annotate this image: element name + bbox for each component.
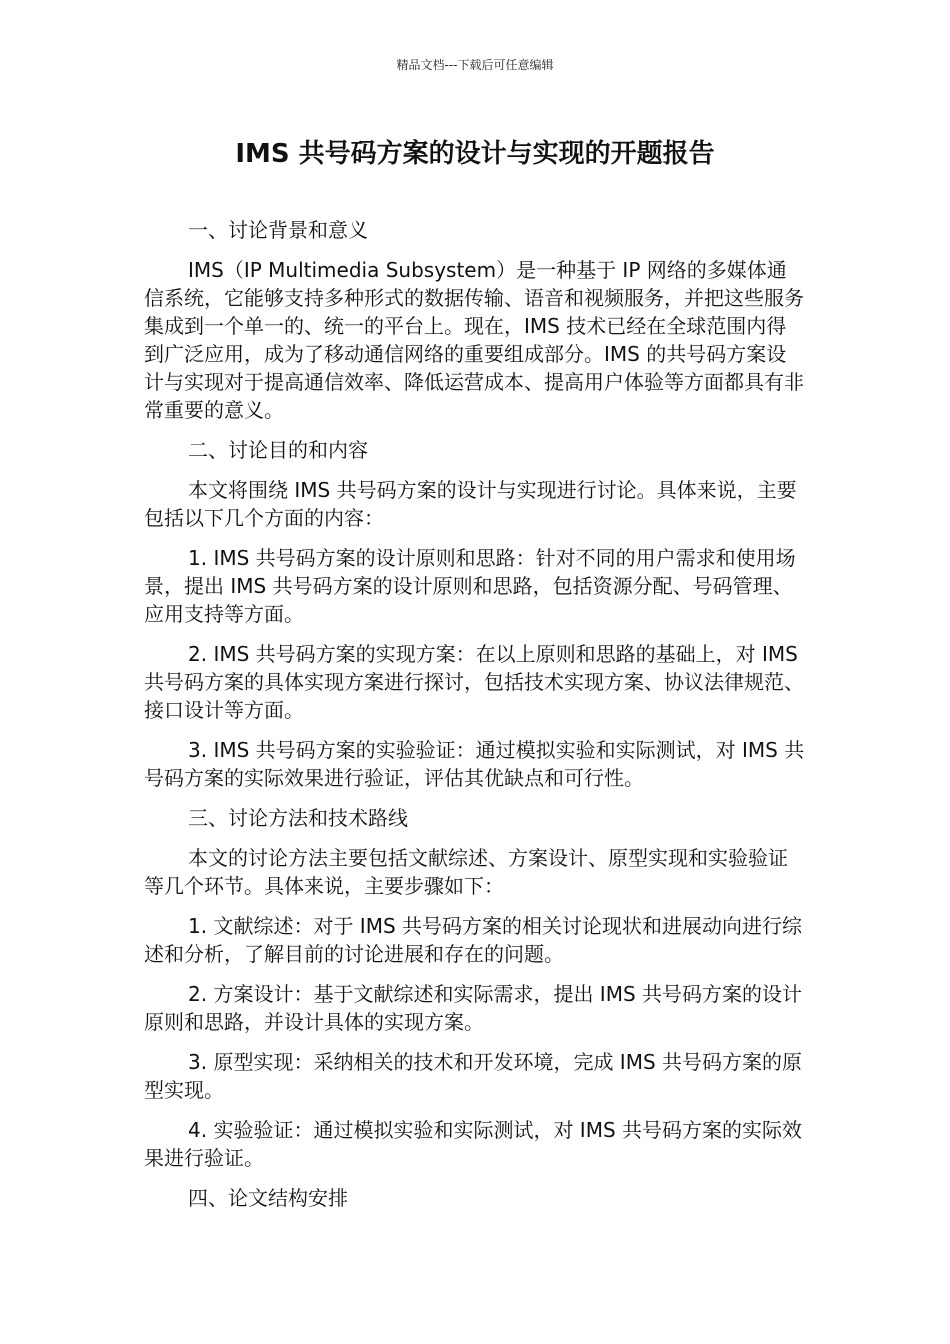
section-heading-background: 一、讨论背景和意义 [188, 218, 368, 242]
list-item-scheme-design: 2. 方案设计：基于文献综述和实际需求，提出 IMS 共号码方案的设计原则和思路，并设计具体的实现方案。 [144, 982, 803, 1034]
list-item-verification: 3. IMS 共号码方案的实验验证：通过模拟实验和实际测试，对 IMS 共号码方案的实际效果进行验证，评估其优缺点和可行性。 [144, 738, 805, 790]
section-heading-structure: 四、论文结构安排 [188, 1186, 348, 1210]
paragraph-goals-intro: 本文将围绕 IMS 共号码方案的设计与实现进行讨论。具体来说，主要包括以下几个方面的内容： [144, 478, 797, 530]
section-heading-methods: 三、讨论方法和技术路线 [188, 806, 408, 830]
document-title: IMS 共号码方案的设计与实现的开题报告 [235, 139, 715, 169]
list-item-prototype: 3. 原型实现：采纳相关的技术和开发环境，完成 IMS 共号码方案的原型实现。 [144, 1050, 803, 1102]
document-body [144, 216, 806, 1224]
section-heading-goals: 二、讨论目的和内容 [188, 438, 368, 462]
paragraph-methods-intro: 本文的讨论方法主要包括文献综述、方案设计、原型实现和实验验证等几个环节。具体来说，主要步骤如下： [144, 846, 788, 898]
header-note: 精品文档---下载后可任意编辑 [396, 58, 554, 72]
list-item-design-principles: 1. IMS 共号码方案的设计原则和思路：针对不同的用户需求和使用场景，提出 IMS 共号码方案的设计原则和思路，包括资源分配、号码管理、应用支持等方面。 [144, 546, 796, 626]
list-item-implementation: 2. IMS 共号码方案的实现方案：在以上原则和思路的基础上，对 IMS 共号码方案的具体实现方案进行探讨，包括技术实现方案、协议法律规范、接口设计等方面。 [144, 642, 804, 722]
list-item-experiment: 4. 实验验证：通过模拟实验和实际测试，对 IMS 共号码方案的实际效果进行验证。 [144, 1118, 803, 1170]
paragraph-background: IMS（IP Multimedia Subsystem）是一种基于 IP 网络的多媒体通信系统，它能够支持多种形式的数据传输、语音和视频服务，并把这些服务集成到一个单一的、统一的平台上。现在，IMS 技术已经在全球范围内得到广泛应用，成为了移动通信网络的重要组成部分。IMS 的共号码方案设计与实现对于提高通信效率、降低运营成本、提高用户体验等方面都具有非常重要的意义。 [144, 258, 804, 422]
list-item-literature-review: 1. 文献综述：对于 IMS 共号码方案的相关讨论现状和进展动向进行综述和分析，了解目前的讨论进展和存在的问题。 [144, 914, 803, 966]
